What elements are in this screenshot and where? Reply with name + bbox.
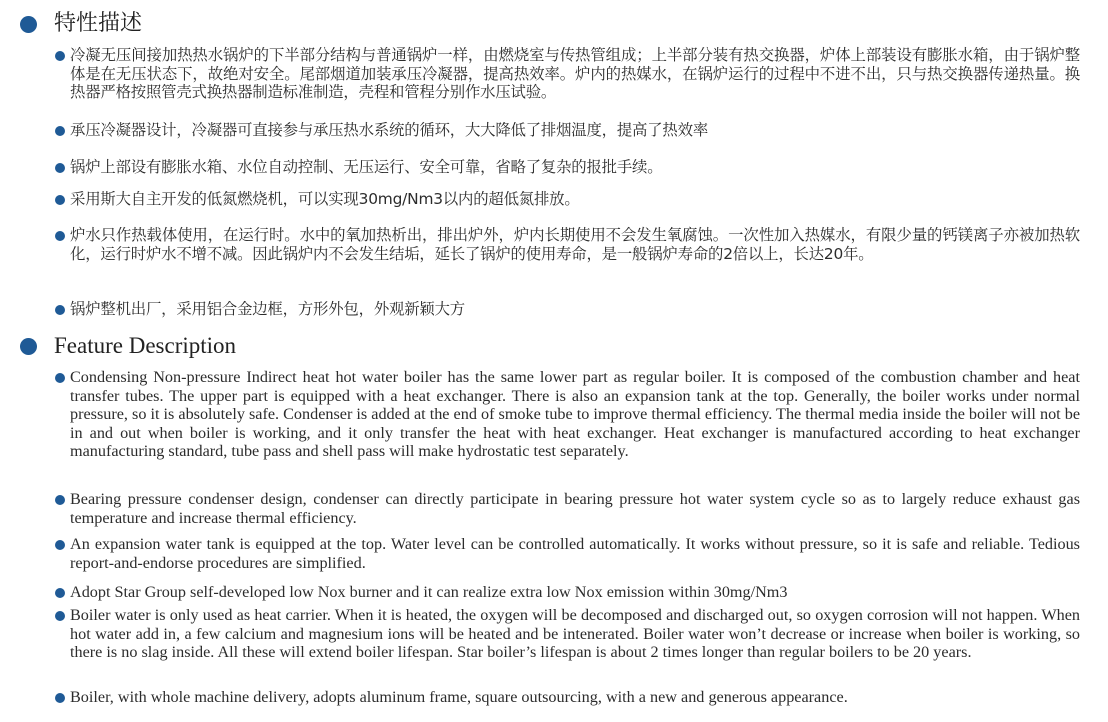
bullet-icon xyxy=(55,126,65,136)
list-item-text: Adopt Star Group self-developed low Nox burner and it can realize extra low Nox emission within 30mg/Nm3 xyxy=(70,583,788,601)
bullet-icon xyxy=(55,693,65,703)
list-item-text: 锅炉整机出厂，采用铝合金边框，方形外包，外观新颖大方 xyxy=(70,300,465,318)
list-item-text: Boiler water is only used as heat carrier. When it is heated, the oxygen will be decomposed and discharged out, so oxygen corrosion will not happen. When hot water add in, a few calcium and magnesium ions will be heated and be intenerated. Boiler water won’t decrease or increase when boiler is working, so there is no slag inside. All these will extend boiler lifespan. Star boiler’s lifespan is about 2 times longer than regular boilers to be 20 years. xyxy=(70,606,1080,662)
list-item-text: 炉水只作热载体使用，在运行时。水中的氧加热析出，排出炉外，炉内长期使用不会发生氧腐蚀。一次性加入热媒水，有限少量的钙镁离子亦被加热软化，运行时炉水不增不减。因此锅炉内不会发生结垢，延长了锅炉的使用寿命，是一般锅炉寿命的2倍以上，长达20年。 xyxy=(70,226,1080,263)
english-section xyxy=(0,330,1108,706)
list-item-text: Bearing pressure condenser design, condenser can directly participate in bearing pressure hot water system cycle so as to largely reduce exhaust gas temperature and increase thermal efficiency. xyxy=(70,490,1080,527)
list-item-text: 锅炉上部设有膨胀水箱、水位自动控制、无压运行、安全可靠，省略了复杂的报批手续。 xyxy=(70,158,663,176)
bullet-icon xyxy=(55,588,65,598)
heading-bullet-icon xyxy=(20,16,37,33)
chinese-section xyxy=(0,8,1108,318)
bullet-icon xyxy=(55,231,65,241)
list-item-text: 冷凝无压间接加热热水锅炉的下半部分结构与普通锅炉一样，由燃烧室与传热管组成；上半部分装有热交换器，炉体上部装设有膨胀水箱，由于锅炉整体是在无压状态下，故绝对安全。尾部烟道加装承压冷凝器，提高热效率。炉内的热媒水，在锅炉运行的过程中不进不出，只与热交换器传递热量。换热器严格按照管壳式换热器制造标准制造，壳程和管程分别作水压试验。 xyxy=(70,46,1080,101)
bullet-icon xyxy=(55,611,65,621)
bullet-icon xyxy=(55,195,65,205)
list-item-text: An expansion water tank is equipped at the top. Water level can be controlled automatically. It works without pressure, so it is safe and reliable. Tedious report-and-endorse procedures are simplified. xyxy=(70,535,1080,572)
heading-bullet-icon xyxy=(20,338,37,355)
bullet-icon xyxy=(55,51,65,61)
list-item-text: Condensing Non-pressure Indirect heat hot water boiler has the same lower part as regular boiler. It is composed of the combustion chamber and heat transfer tubes. The upper part is equipped with a heat exchanger. There is also an expansion tank at the top. Generally, the boiler works under normal pressure, so it is absolutely safe. Condenser is added at the end of smoke tube to improve thermal efficiency. The thermal media inside the boiler will not be in and out when boiler is working, and it only transfer the heat with heat exchanger. Heat exchanger is manufactured according to heat exchanger manufacturing standard, tube pass and shell pass will make hydrostatic test separately. xyxy=(70,368,1080,461)
chinese-section-title: 特性描述 xyxy=(54,11,143,36)
bullet-icon xyxy=(55,305,65,315)
bullet-icon xyxy=(55,540,65,550)
list-item-text: 采用斯大自主开发的低氮燃烧机，可以实现30mg/Nm3以内的超低氮排放。 xyxy=(70,190,580,208)
list-item-text: Boiler, with whole machine delivery, adopts aluminum frame, square outsourcing, with a new and generous appearance. xyxy=(70,688,848,706)
bullet-icon xyxy=(55,495,65,505)
english-section-heading xyxy=(0,330,1108,364)
chinese-section-heading xyxy=(0,8,1108,42)
list-item-text: 承压冷凝器设计，冷凝器可直接参与承压热水系统的循环，大大降低了排烟温度，提高了热效率 xyxy=(70,121,709,139)
bullet-icon xyxy=(55,163,65,173)
english-section-title: Feature Description xyxy=(54,333,237,358)
bullet-icon xyxy=(55,373,65,383)
